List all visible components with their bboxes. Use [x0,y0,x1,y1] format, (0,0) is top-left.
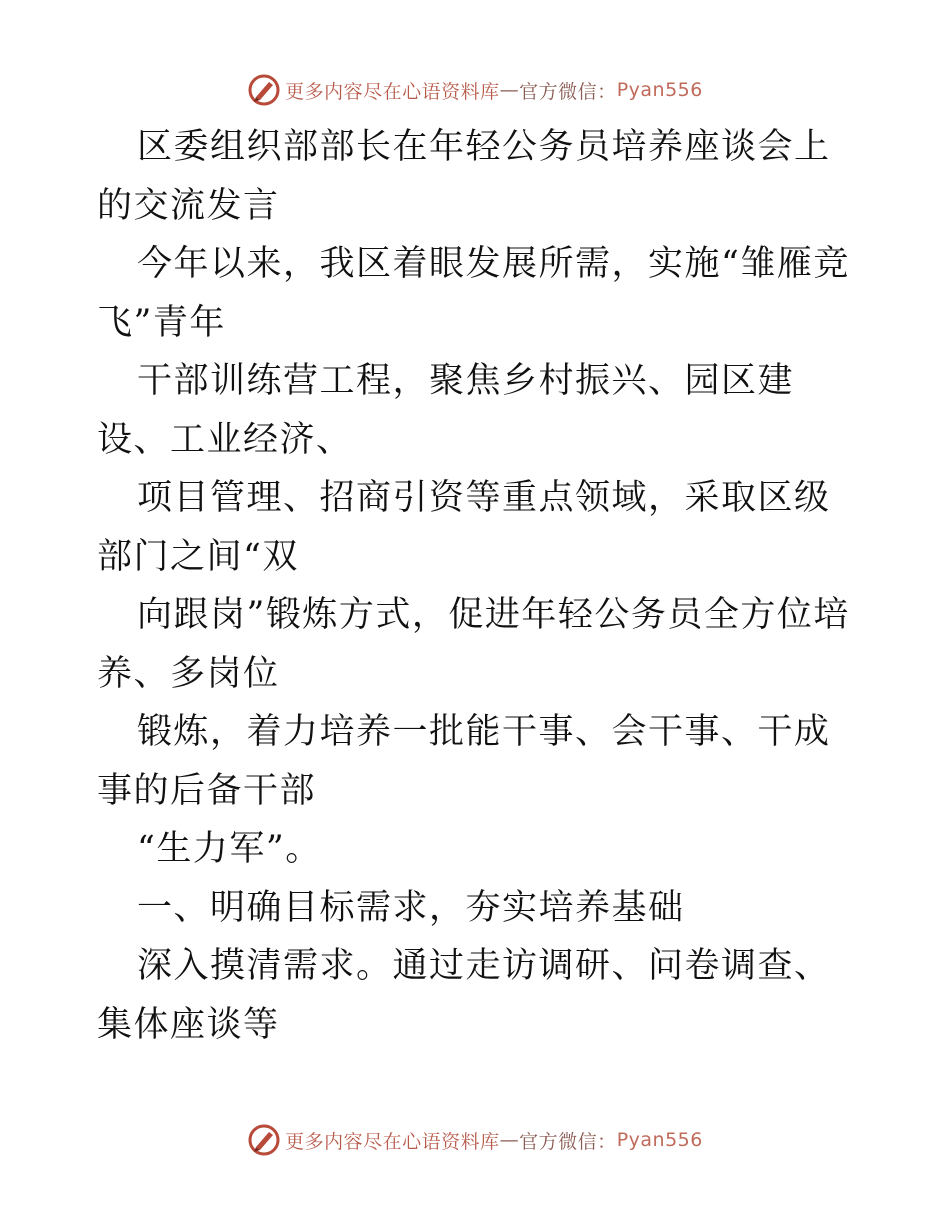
pen-in-circle-icon [247,73,281,107]
watermark-header [0,70,950,110]
paragraph: 深入摸清需求。通过走访调研、问卷调查、集体座谈等 [97,946,831,1045]
document-body [97,118,857,1054]
watermark-footer [0,1120,950,1160]
paragraph: “生力军”。 [137,829,322,869]
paragraph: 干部训练营工程，聚焦乡村振兴、园区建设、工业经济、 [97,361,795,460]
paragraph: 项目管理、招商引资等重点领域，采取区级部门之间“双 [97,478,831,577]
watermark-wechat-label: 官方微信： [519,1130,617,1153]
watermark-dash: — [499,79,520,101]
section-heading: 一、明确目标需求，夯实培养基础 [137,887,685,928]
paragraph: 今年以来，我区着眼发展所需，实施“雏雁竞飞”青年 [97,244,850,343]
watermark-dash: — [499,1129,520,1151]
paragraph: 锻炼，着力培养一批能干事、会干事、干成事的后备干部 [97,712,831,811]
watermark-wechat-label: 官方微信： [519,80,617,103]
watermark-text: 更多内容尽在心语资料库 [285,1130,500,1153]
document-title: 区委组织部部长在年轻公务员培养座谈会上的交流发言 [97,127,831,226]
pen-in-circle-icon [247,1123,281,1157]
paragraph: 向跟岗”锻炼方式，促进年轻公务员全方位培养、多岗位 [97,595,850,694]
watermark-account: Pyan556 [616,79,703,101]
watermark-text: 更多内容尽在心语资料库 [285,80,500,103]
watermark-account: Pyan556 [616,1129,703,1151]
